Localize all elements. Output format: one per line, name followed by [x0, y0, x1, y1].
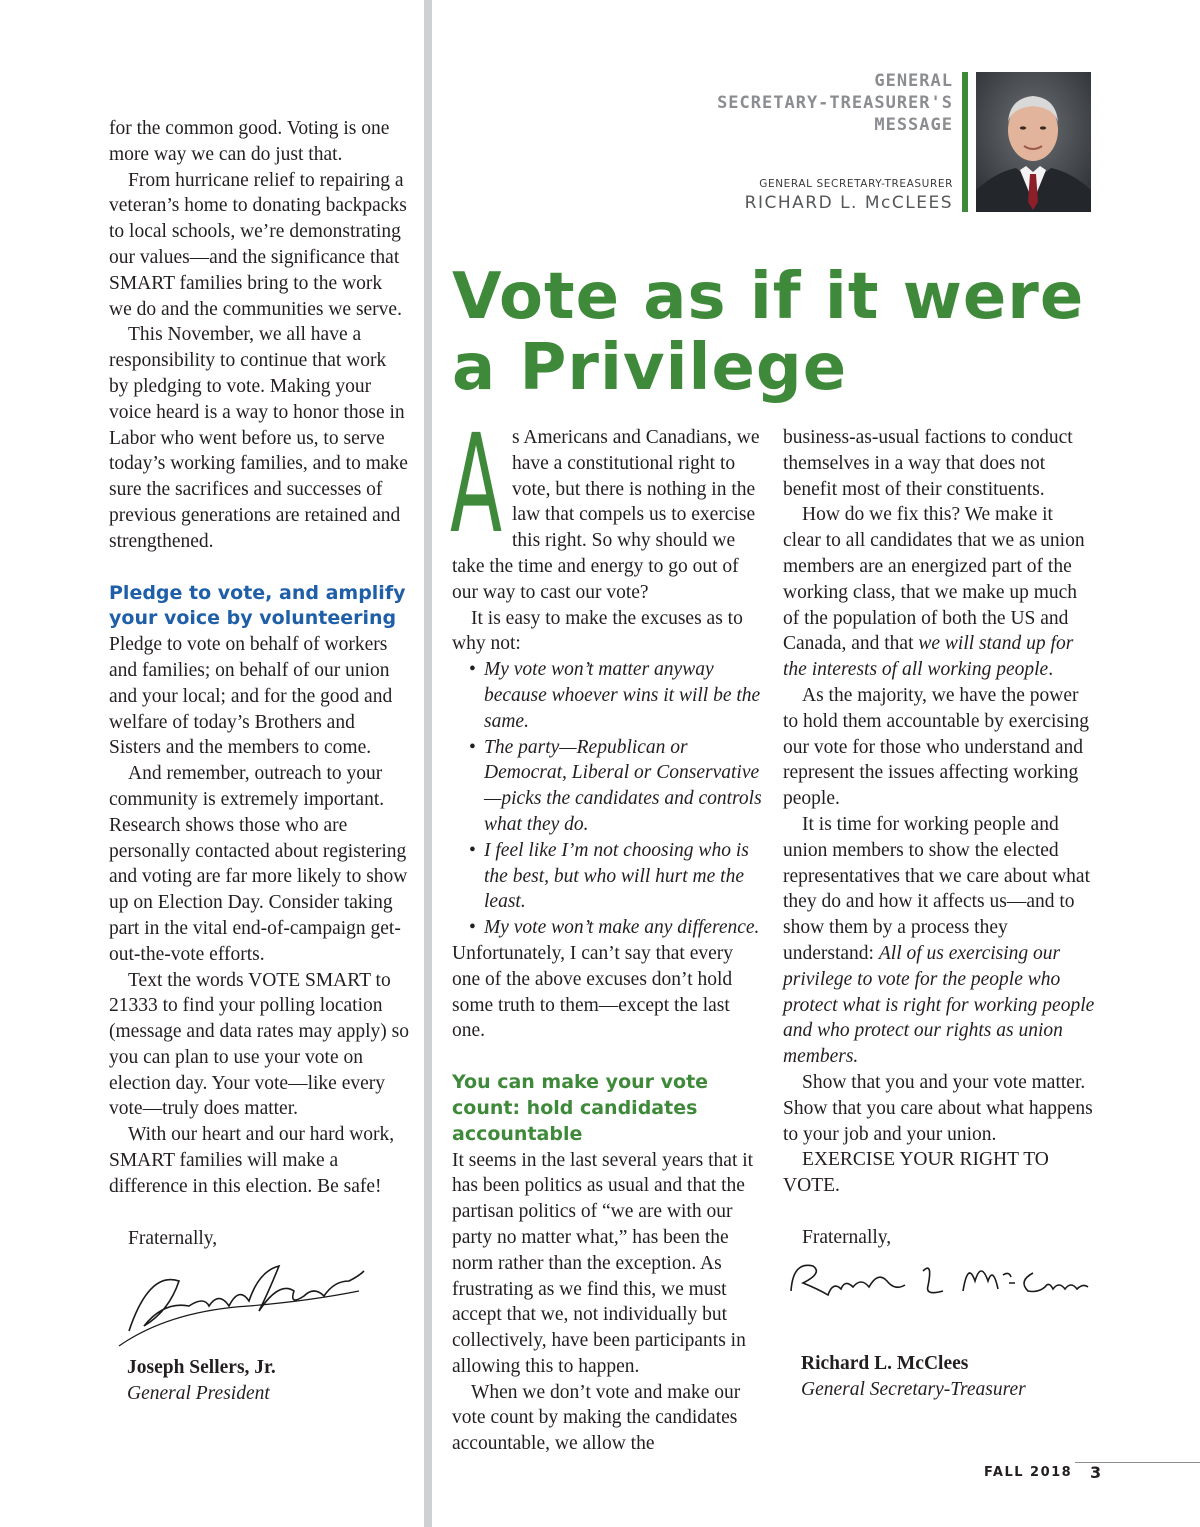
signatory-title: General Secretary-Treasurer	[801, 1378, 1026, 1400]
column-left	[109, 116, 409, 1407]
excuses-list	[452, 657, 762, 941]
kicker-line-3: MESSAGE	[874, 115, 953, 135]
paragraph: How do we fix this? We make it clear to all candidates that we as union members are an energized part of the working class, that we make up much of the population of both the US and Canada, and that we will stand up for the interests of all working people.	[783, 504, 1085, 681]
headline-line-2: a Privilege	[452, 331, 848, 405]
signature-richard-mcclees	[783, 1251, 1093, 1311]
signatory-title: General President	[127, 1383, 270, 1405]
paragraph: business-as-usual factions to conduct themselves in a way that does not benefit most of their constituents.	[783, 427, 1073, 500]
paragraph: This November, we all have a responsibility to continue that work by pledging to vote. Making your voice heard is a way to honor those in Labor who went before us, to serve today’s working families, and to make sure the sacrifices and successes of previous generations are retained and strengthened.	[109, 324, 408, 552]
author-name: RICHARD L. McCLEES	[744, 193, 953, 213]
paragraph: With our heart and our hard work, SMART families will make a difference in this election. Be safe!	[109, 1124, 395, 1197]
column-middle	[450, 406, 762, 1457]
paragraph: EXERCISE YOUR RIGHT TO VOTE.	[783, 1149, 1049, 1197]
signatory-name: Joseph Sellers, Jr.	[127, 1357, 276, 1379]
paragraph: As the majority, we have the power to hold them accountable by exercising our vote for those who understand and represent the issues affecting working people.	[783, 684, 1089, 810]
paragraph: It is time for working people and union members to show the elected representatives that we care about what they do and how it affects us—and to show them by a process they understand: All of us exercising our privilege to vote for the people who protect what is right for working people and who protect our rights as union members.	[783, 813, 1095, 1068]
paragraph: When we don’t vote and make our vote count by making the candidates accountable, we allow the	[452, 1381, 741, 1455]
list-item: • My vote won’t matter anyway because whoever wins it will be the same.	[452, 657, 762, 734]
kicker-line-2: SECRETARY-TREASURER'S	[717, 93, 953, 113]
page-number: 3	[1090, 1463, 1102, 1482]
paragraph: for the common good. Voting is one more way we can do just that.	[109, 118, 390, 165]
signatory-name: Richard L. McClees	[801, 1352, 969, 1374]
signature-joseph-sellers	[109, 1251, 369, 1355]
column-right	[783, 425, 1095, 1402]
closing: Fraternally,	[128, 1227, 218, 1249]
paragraph: Show that you and your vote matter. Show that you care about what happens to your job and your union.	[783, 1071, 1093, 1145]
author-title-label: GENERAL SECRETARY-TREASURER	[759, 178, 953, 190]
paragraph: Pledge to vote on behalf of workers and families; on behalf of our union and your local; and for the good and welfare of today’s Brothers and Sisters and the members to come.	[109, 634, 393, 759]
section-kicker	[640, 70, 953, 136]
article-headline	[452, 262, 1152, 404]
paragraph: Text the words VOTE SMART to 21333 to find your polling location (message and data rates may apply) so you can plan to use your vote on election day. Your vote—like every vote—truly does matter.	[109, 969, 409, 1120]
author-portrait	[976, 72, 1091, 212]
list-item: • The party—Republican or Democrat, Liberal or Conservative—picks the candidates and controls what they do.	[452, 735, 762, 838]
lead-paragraph: As Americans and Canadians, we have a constitutional right to vote, but there is nothing in the law that compels us to exercise this right. So why should we take the time and energy to go out of our way to cast our vote?	[450, 406, 760, 603]
paragraph: It is easy to make the excuses as to why not:	[452, 607, 743, 655]
list-item: • I feel like I’m not choosing who is the best, but who will hurt me the least.	[452, 838, 762, 915]
drop-cap: A	[450, 406, 503, 564]
paragraph: It seems in the last several years that it has been politics as usual and that the partisan politics of “we are with our party no matter what,” has been the norm rather than the exception. As frustrating as we find this, we must accept that we, not individually but collectively, have been participants in allowing this to happen.	[452, 1149, 754, 1377]
closing: Fraternally,	[802, 1226, 892, 1248]
list-item: • My vote won’t make any difference.	[452, 915, 762, 941]
accent-bar	[962, 72, 968, 212]
paragraph: And remember, outreach to your community is extremely important. Research shows those who are personally contacted about registering and voting are far more likely to show up on Election Day. Consider taking part in the vital end-of-campaign get-out-the-vote efforts.	[109, 763, 408, 965]
paragraph: From hurricane relief to repairing a veteran’s home to donating backpacks to local schools, we’re demonstrating our values—and the significance that SMART families bring to the work we do and the communities we serve.	[109, 169, 407, 320]
subheading-accountable: You can make your vote count: hold candidates accountable	[452, 1071, 709, 1145]
kicker-line-1: GENERAL	[874, 71, 953, 91]
issue-label: FALL 2018	[984, 1465, 1073, 1480]
subheading-pledge: Pledge to vote, and amplify your voice by volunteering	[109, 581, 406, 630]
paragraph: Unfortunately, I can’t say that every one of the above excuses don’t hold some truth to them—except the last one.	[452, 942, 734, 1042]
headline-line-1: Vote as if it were	[452, 260, 1085, 334]
page-gutter	[424, 0, 432, 1527]
